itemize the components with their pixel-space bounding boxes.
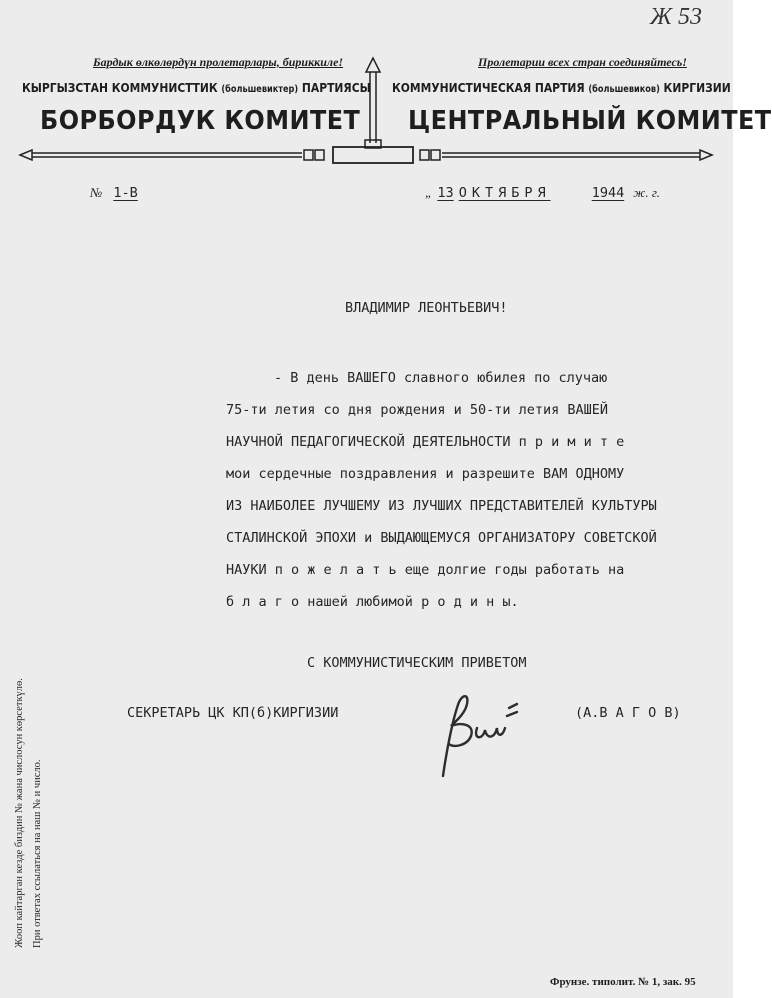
letter-line: мои сердечные поздравления и разрешите ВАМ ОДНОМУ — [226, 466, 625, 482]
left-committee-title: БОРБОРДУК КОМИТЕТ — [40, 106, 361, 136]
date-month: ОКТЯБРЯ — [458, 185, 551, 201]
letter-line: б л а г о нашей любимой р о д и н ы. — [226, 594, 519, 610]
letter-body — [226, 370, 733, 620]
date-prefix: „ — [425, 185, 433, 200]
right-org-name-a: КОММУНИСТИЧЕСКАЯ ПАРТИЯ — [392, 80, 585, 95]
right-slogan: Пролетарии всех стран соединяйтесь! — [478, 55, 687, 69]
document-number — [90, 182, 138, 201]
header-divider — [0, 48, 733, 173]
left-slogan: Бардык өлкөлөрдүн пролетарлары, бириккиле! — [93, 55, 344, 69]
salutation: ВЛАДИМИР ЛЕОНТЬЕВИЧ! — [345, 300, 508, 316]
left-org-name-small: (большевиктер) — [221, 84, 299, 95]
archive-mark: Ж 53 — [650, 4, 702, 30]
letter-line: НАУЧНОЙ ПЕДАГОГИЧЕСКОЙ ДЕЯТЕЛЬНОСТИ п р и м и т е — [226, 434, 625, 450]
document-date — [425, 182, 660, 201]
signer-title: СЕКРЕТАРЬ ЦК КП(б)КИРГИЗИИ — [127, 705, 339, 721]
date-day: 13 — [437, 185, 454, 201]
date-suffix: ж. г. — [633, 185, 661, 200]
right-org-name-small: (большевиков) — [588, 84, 660, 95]
date-year: 1944 — [591, 185, 625, 201]
letter-line: ИЗ НАИБОЛЕЕ ЛУЧШЕМУ ИЗ ЛУЧШИХ ПРЕДСТАВИТЕЛЕЙ КУЛЬТУРЫ — [226, 498, 657, 514]
left-org-name-b: ПАРТИЯСЫ — [301, 80, 371, 95]
side-note-russian: При ответах ссылаться на наш № и число. — [32, 759, 43, 948]
left-org-name-a: КЫРГЫЗСТАН КОММУНИСТТИК — [22, 80, 218, 95]
side-note-kyrgyz: Жооп кайтарган кезде биздин № жана числосун көрсеткүлө. — [14, 678, 25, 948]
letter-line: 75-ти летия со дня рождения и 50-ти летия ВАШЕЙ — [226, 402, 609, 418]
number-prefix: № — [90, 185, 103, 200]
letter-line: НАУКИ п о ж е л а т ь еще долгие годы работать на — [226, 562, 625, 578]
printer-footer: Фрунзе. типолит. № 1, зак. 95 — [550, 976, 696, 988]
letter-line: - В день ВАШЕГО славного юбилея по случаю — [274, 370, 608, 386]
signature-icon — [425, 688, 545, 783]
closing: С КОММУНИСТИЧЕСКИМ ПРИВЕТОМ — [307, 655, 527, 671]
signer-name: (А.В А Г О В) — [575, 705, 681, 721]
letter-line: СТАЛИНСКОЙ ЭПОХИ и ВЫДАЮЩЕМУСЯ ОРГАНИЗАТОРУ СОВЕТСКОЙ — [226, 530, 657, 546]
right-committee-title: ЦЕНТРАЛЬНЫЙ КОМИТЕТ — [408, 106, 772, 136]
number-value: 1-В — [113, 185, 138, 201]
right-org-name-b: КИРГИЗИИ — [663, 80, 731, 95]
handwritten-signature — [425, 688, 545, 787]
